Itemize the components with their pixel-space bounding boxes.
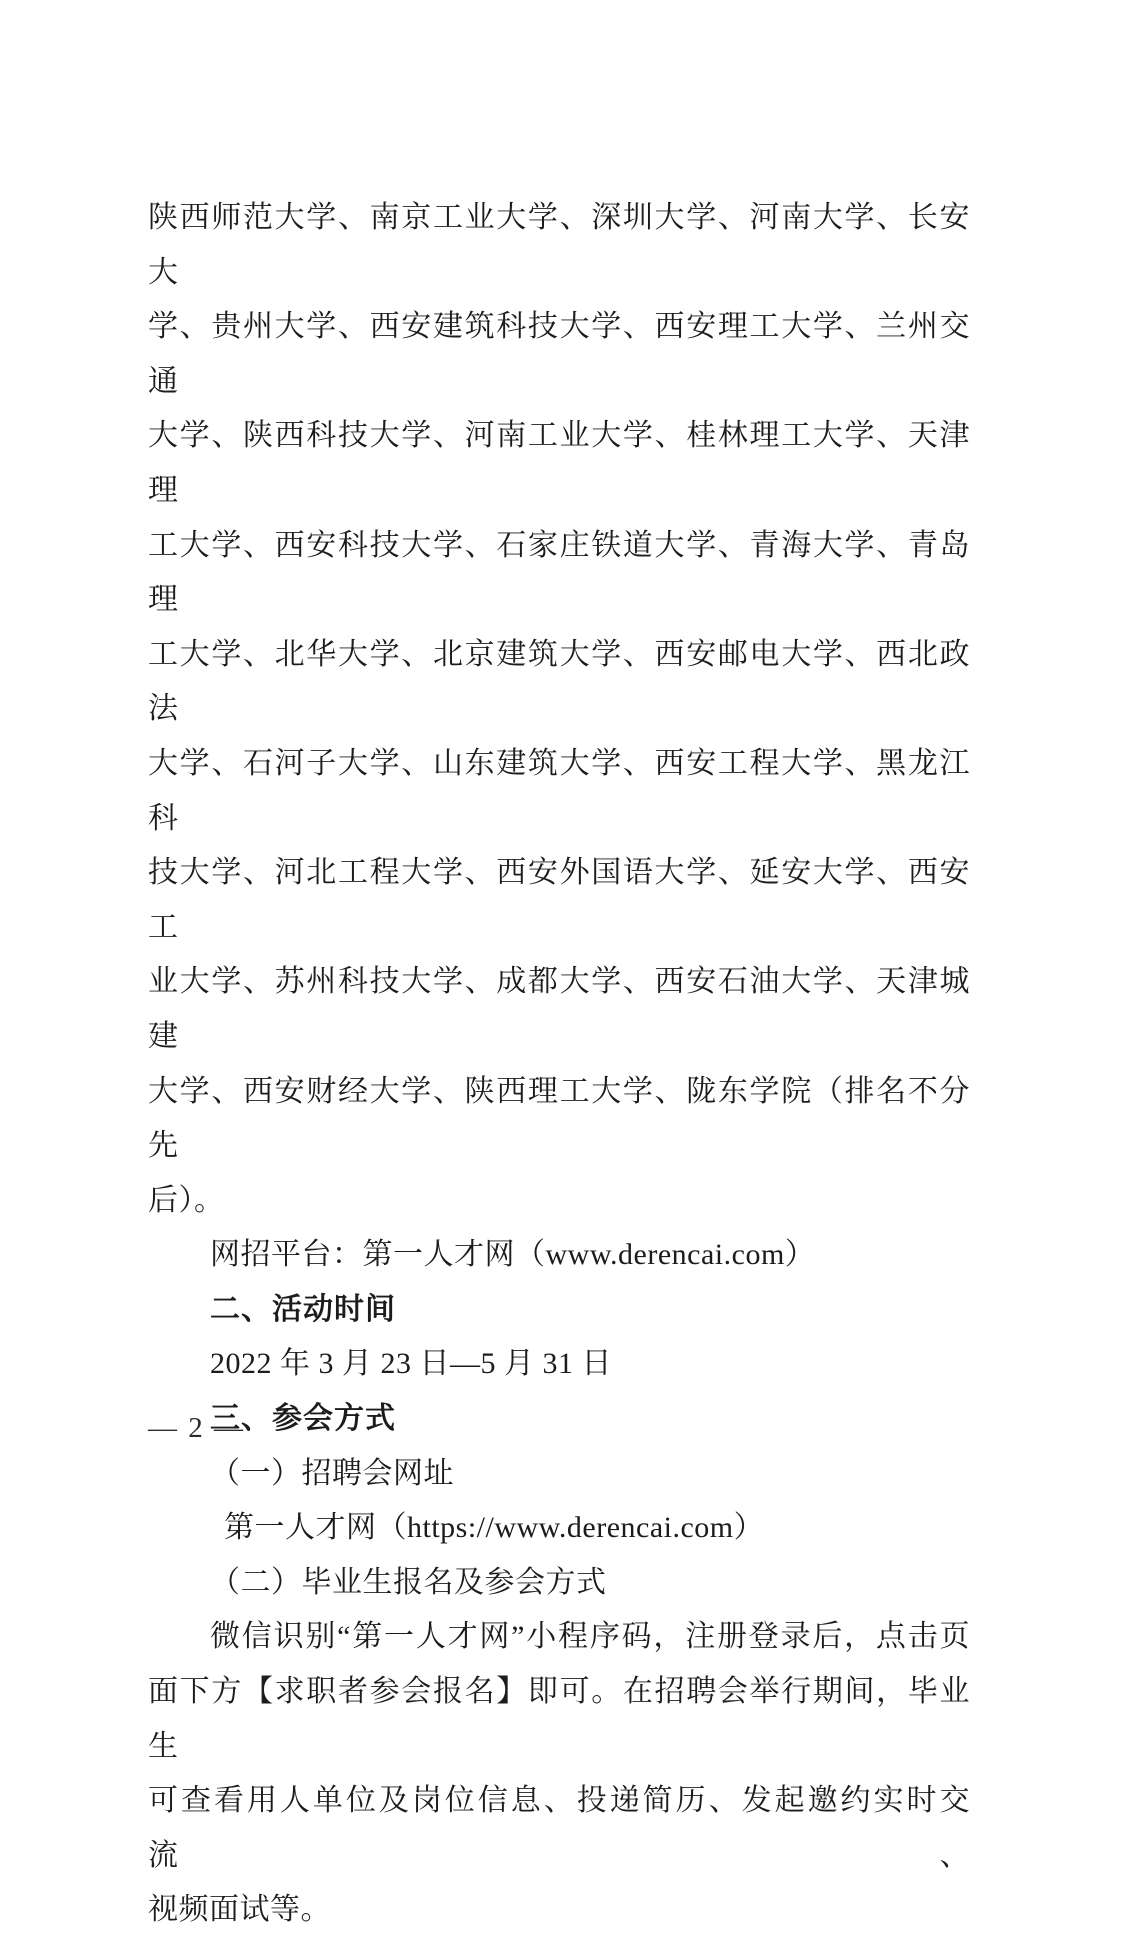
university-list-line: 业大学、苏州科技大学、成都大学、西安石油大学、天津城建 [148, 965, 970, 1053]
university-list-line: 大学、石河子大学、山东建筑大学、西安工程大学、黑龙江科 [148, 746, 970, 835]
university-list-line: 陕西师范大学、南京工业大学、深圳大学、河南大学、长安大 [148, 201, 970, 289]
section-heading-activity-time: 二、活动时间 [210, 1292, 396, 1326]
university-list-line: 技大学、河北工程大学、西安外国语大学、延安大学、西安工 [148, 856, 970, 944]
item-heading-website: （一）招聘会网址 [210, 1456, 454, 1490]
university-list-line: 大学、西安财经大学、陕西理工大学、陇东学院（排名不分先 [148, 1074, 970, 1163]
section-heading-participation: 三、参会方式 [210, 1402, 396, 1436]
signup-paragraph-line: 可查看用人单位及岗位信息、投递简历、发起邀约实时交流、 [148, 1784, 970, 1872]
university-list-line-end: 后）。 [148, 1183, 225, 1217]
university-list-line: 大学、陕西科技大学、河南工业大学、桂林理工大学、天津理 [148, 419, 970, 507]
university-list-line: 工大学、北华大学、北京建筑大学、西安邮电大学、西北政法 [148, 637, 970, 726]
platform-line: 网招平台：第一人才网（www.derencai.com） [210, 1238, 816, 1272]
event-time-line: 2022 年 3 月 23 日—5 月 31 日 [210, 1347, 612, 1381]
university-list-line: 工大学、西安科技大学、石家庄铁道大学、青海大学、青岛理 [148, 528, 970, 617]
website-line: 第一人才网（https://www.derencai.com） [224, 1511, 765, 1545]
document-body [148, 191, 970, 1938]
university-list-line: 学、贵州大学、西安建筑科技大学、西安理工大学、兰州交通 [148, 310, 970, 398]
signup-paragraph-line: 微信识别“第一人才网”小程序码，注册登录后，点击页 [210, 1620, 970, 1654]
signup-paragraph-line: 面下方【求职者参会报名】即可。在招聘会举行期间，毕业生 [148, 1675, 970, 1763]
page-number: — 2 — [148, 1412, 245, 1444]
item-heading-signup: （二）毕业生报名及参会方式 [210, 1565, 607, 1599]
signup-paragraph-line-end: 视频面试等。 [148, 1893, 331, 1927]
